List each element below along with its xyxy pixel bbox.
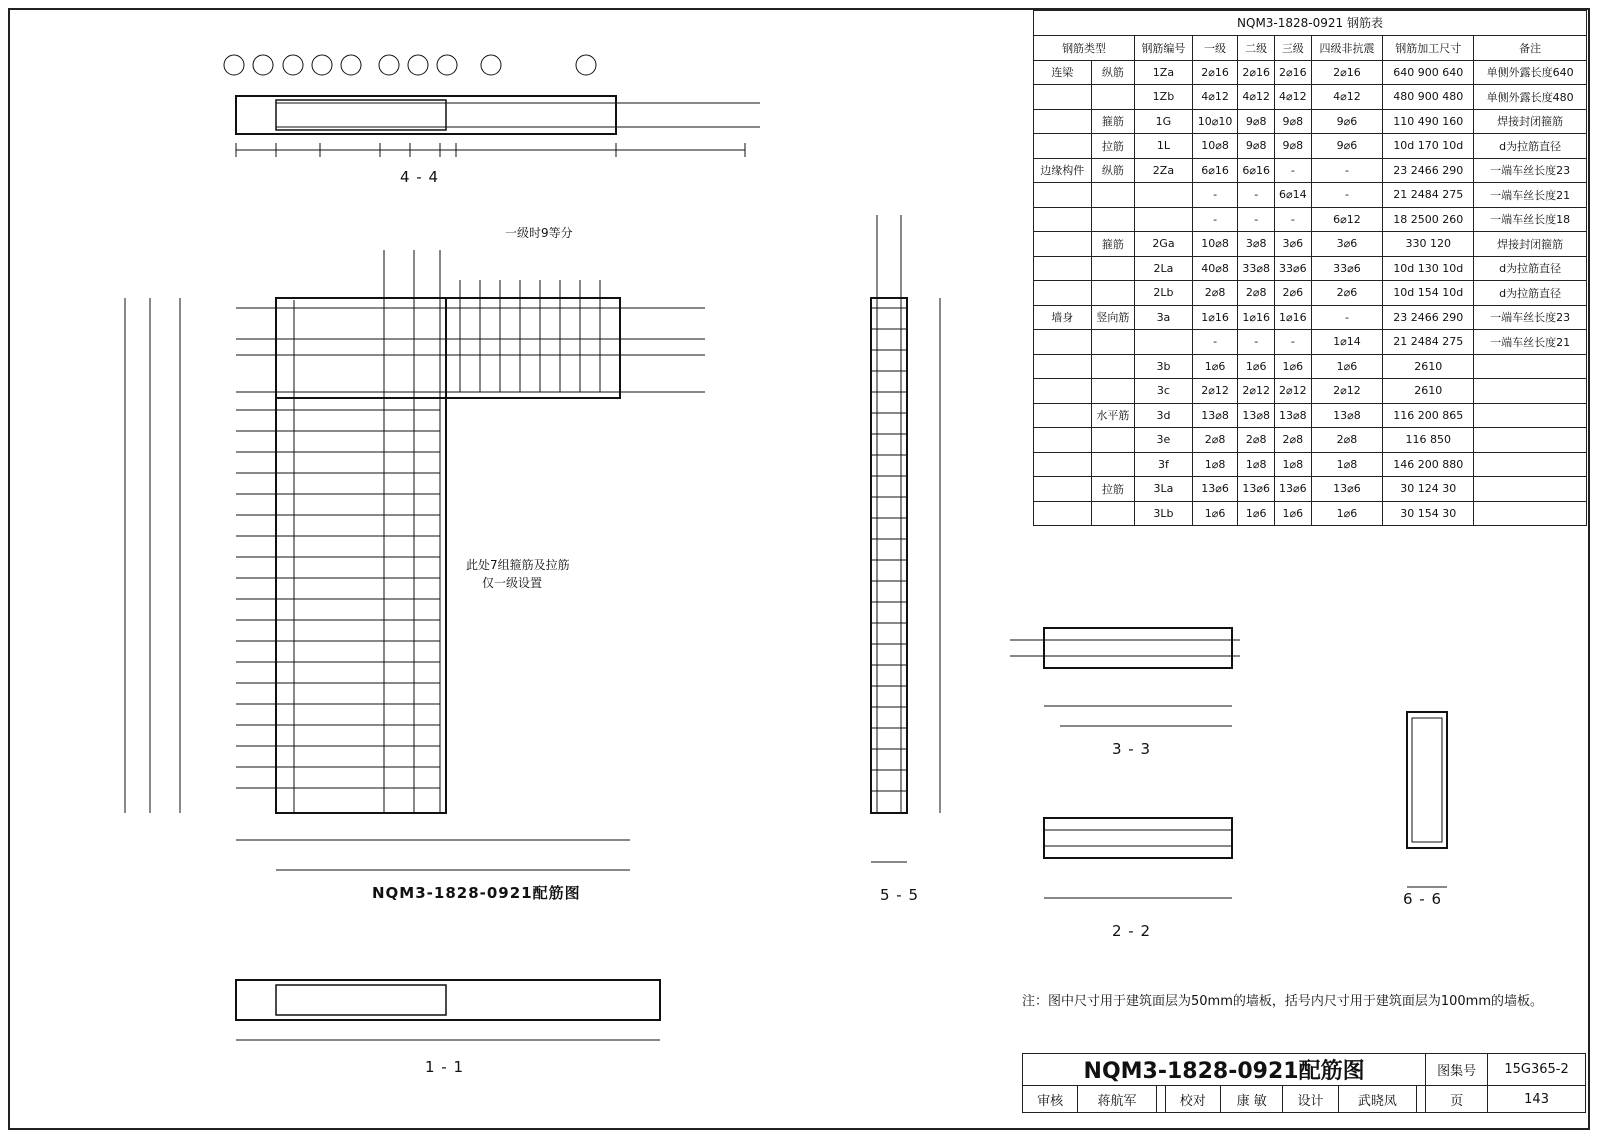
section-1-1 bbox=[236, 980, 660, 1040]
schedule-row bbox=[1034, 134, 1587, 159]
schedule-cell: 146 200 880 bbox=[1383, 452, 1474, 477]
schedule-cell: d为拉筋直径 bbox=[1474, 281, 1587, 306]
schedule-cell: 30 154 30 bbox=[1383, 501, 1474, 526]
schedule-cell: - bbox=[1192, 207, 1238, 232]
schedule-cell: 1⌀14 bbox=[1311, 330, 1383, 355]
schedule-cell: 2⌀12 bbox=[1192, 379, 1238, 404]
reviewer-name: 蒋航军 bbox=[1078, 1086, 1156, 1113]
section-5-5 bbox=[871, 215, 940, 862]
schedule-cell: 9⌀8 bbox=[1238, 109, 1275, 134]
title-block bbox=[1022, 1053, 1586, 1113]
note-main-a: 此处7组箍筋及拉筋 bbox=[466, 558, 570, 572]
schedule-cell: - bbox=[1238, 207, 1275, 232]
schedule-cell bbox=[1034, 85, 1092, 110]
schedule-cell: 单侧外露长度640 bbox=[1474, 60, 1587, 85]
schedule-cell: 2⌀16 bbox=[1238, 60, 1275, 85]
schedule-cell: 480 900 480 bbox=[1383, 85, 1474, 110]
schedule-cell: - bbox=[1192, 330, 1238, 355]
schedule-cell bbox=[1474, 379, 1587, 404]
schedule-cell bbox=[1034, 403, 1092, 428]
schedule-cell: 10⌀8 bbox=[1192, 134, 1238, 159]
schedule-cell: 21 2484 275 bbox=[1383, 183, 1474, 208]
note-main-b: 仅一级设置 bbox=[482, 576, 543, 590]
drawing-note: 注：图中尺寸用于建筑面层为50mm的墙板，括号内尺寸用于建筑面层为100mm的墙板。 bbox=[1022, 994, 1544, 1009]
schedule-cell: 6⌀14 bbox=[1275, 183, 1312, 208]
schedule-header-cell: 钢筋编号 bbox=[1135, 36, 1193, 61]
section-title-5-5: 5 - 5 bbox=[880, 886, 920, 904]
section-title-3-3: 3 - 3 bbox=[1112, 740, 1152, 758]
schedule-cell: 3a bbox=[1135, 305, 1193, 330]
schedule-cell bbox=[1034, 134, 1092, 159]
callouts-4-4 bbox=[224, 55, 596, 75]
schedule-row bbox=[1034, 232, 1587, 257]
schedule-header-cell: 三级 bbox=[1275, 36, 1312, 61]
atlas-label: 图集号 bbox=[1426, 1054, 1488, 1086]
schedule-cell: 2⌀12 bbox=[1275, 379, 1312, 404]
schedule-cell bbox=[1135, 330, 1193, 355]
schedule-cell bbox=[1474, 501, 1587, 526]
schedule-cell: 3f bbox=[1135, 452, 1193, 477]
schedule-cell: 6⌀12 bbox=[1311, 207, 1383, 232]
schedule-cell: 拉筋 bbox=[1091, 477, 1135, 502]
schedule-cell bbox=[1034, 207, 1092, 232]
schedule-row bbox=[1034, 183, 1587, 208]
schedule-cell bbox=[1034, 183, 1092, 208]
schedule-cell: 2Ga bbox=[1135, 232, 1193, 257]
schedule-cell: 2⌀6 bbox=[1311, 281, 1383, 306]
schedule-cell bbox=[1091, 85, 1135, 110]
schedule-cell: 33⌀6 bbox=[1311, 256, 1383, 281]
section-6-6 bbox=[1407, 712, 1447, 887]
schedule-row bbox=[1034, 256, 1587, 281]
schedule-row bbox=[1034, 379, 1587, 404]
schedule-cell bbox=[1474, 452, 1587, 477]
schedule-cell: 110 490 160 bbox=[1383, 109, 1474, 134]
schedule-cell: 4⌀12 bbox=[1238, 85, 1275, 110]
schedule-cell: 3Lb bbox=[1135, 501, 1193, 526]
checker-name: 康 敏 bbox=[1220, 1086, 1283, 1113]
schedule-cell bbox=[1091, 281, 1135, 306]
schedule-cell: 一端车丝长度23 bbox=[1474, 305, 1587, 330]
schedule-cell: 拉筋 bbox=[1091, 134, 1135, 159]
schedule-cell: 1⌀6 bbox=[1275, 501, 1312, 526]
schedule-header-cell: 一级 bbox=[1192, 36, 1238, 61]
schedule-cell bbox=[1034, 452, 1092, 477]
schedule-cell: - bbox=[1311, 305, 1383, 330]
schedule-cell bbox=[1034, 232, 1092, 257]
schedule-cell: 10d 170 10d bbox=[1383, 134, 1474, 159]
schedule-cell: 3d bbox=[1135, 403, 1193, 428]
schedule-cell: 1⌀6 bbox=[1192, 501, 1238, 526]
schedule-cell bbox=[1034, 501, 1092, 526]
schedule-cell: 6⌀16 bbox=[1192, 158, 1238, 183]
schedule-cell bbox=[1091, 330, 1135, 355]
schedule-cell: 箍筋 bbox=[1091, 109, 1135, 134]
schedule-row bbox=[1034, 477, 1587, 502]
schedule-cell: 2⌀8 bbox=[1192, 281, 1238, 306]
schedule-cell: 一端车丝长度21 bbox=[1474, 183, 1587, 208]
schedule-cell: 1⌀6 bbox=[1275, 354, 1312, 379]
schedule-cell: 墙身 bbox=[1034, 305, 1092, 330]
schedule-cell: 3⌀6 bbox=[1275, 232, 1312, 257]
schedule-cell bbox=[1091, 183, 1135, 208]
schedule-cell: 13⌀8 bbox=[1275, 403, 1312, 428]
schedule-header-cell: 四级非抗震 bbox=[1311, 36, 1383, 61]
rebar-schedule-table bbox=[1033, 10, 1587, 526]
schedule-cell: 1⌀6 bbox=[1192, 354, 1238, 379]
schedule-cell bbox=[1034, 330, 1092, 355]
schedule-header-cell: 二级 bbox=[1238, 36, 1275, 61]
schedule-cell bbox=[1135, 207, 1193, 232]
schedule-cell: 2⌀8 bbox=[1238, 428, 1275, 453]
schedule-cell: 330 120 bbox=[1383, 232, 1474, 257]
schedule-cell: 1⌀16 bbox=[1192, 305, 1238, 330]
schedule-cell: 纵筋 bbox=[1091, 60, 1135, 85]
schedule-cell: 单侧外露长度480 bbox=[1474, 85, 1587, 110]
schedule-cell: 2⌀8 bbox=[1311, 428, 1383, 453]
section-4-4 bbox=[236, 96, 760, 157]
schedule-cell: 连梁 bbox=[1034, 60, 1092, 85]
schedule-header-row bbox=[1034, 36, 1587, 61]
schedule-cell: - bbox=[1238, 183, 1275, 208]
schedule-cell: 1⌀6 bbox=[1238, 501, 1275, 526]
schedule-cell bbox=[1034, 109, 1092, 134]
schedule-row bbox=[1034, 428, 1587, 453]
schedule-cell: 一端车丝长度21 bbox=[1474, 330, 1587, 355]
schedule-cell: 13⌀8 bbox=[1311, 403, 1383, 428]
schedule-cell: 13⌀6 bbox=[1192, 477, 1238, 502]
schedule-row bbox=[1034, 60, 1587, 85]
schedule-cell: 水平筋 bbox=[1091, 403, 1135, 428]
schedule-cell bbox=[1034, 428, 1092, 453]
page-label: 页 bbox=[1426, 1086, 1488, 1113]
schedule-cell: - bbox=[1238, 330, 1275, 355]
schedule-row bbox=[1034, 354, 1587, 379]
schedule-cell: 箍筋 bbox=[1091, 232, 1135, 257]
schedule-cell: 焊接封闭箍筋 bbox=[1474, 232, 1587, 257]
schedule-cell bbox=[1474, 428, 1587, 453]
schedule-cell bbox=[1091, 256, 1135, 281]
schedule-cell bbox=[1034, 256, 1092, 281]
schedule-cell bbox=[1034, 281, 1092, 306]
schedule-cell: - bbox=[1192, 183, 1238, 208]
schedule-cell: 640 900 640 bbox=[1383, 60, 1474, 85]
schedule-cell bbox=[1091, 428, 1135, 453]
schedule-cell: 21 2484 275 bbox=[1383, 330, 1474, 355]
schedule-cell: 2Za bbox=[1135, 158, 1193, 183]
schedule-cell: 4⌀12 bbox=[1311, 85, 1383, 110]
review-label: 审核 bbox=[1023, 1086, 1078, 1113]
schedule-cell: 焊接封闭箍筋 bbox=[1474, 109, 1587, 134]
schedule-cell: 1L bbox=[1135, 134, 1193, 159]
schedule-cell: 13⌀8 bbox=[1238, 403, 1275, 428]
schedule-cell bbox=[1474, 403, 1587, 428]
schedule-row bbox=[1034, 403, 1587, 428]
schedule-cell: 13⌀6 bbox=[1311, 477, 1383, 502]
schedule-cell: 2La bbox=[1135, 256, 1193, 281]
schedule-cell: 9⌀6 bbox=[1311, 134, 1383, 159]
schedule-cell: 10⌀8 bbox=[1192, 232, 1238, 257]
schedule-cell: 2⌀12 bbox=[1311, 379, 1383, 404]
schedule-cell: 4⌀12 bbox=[1192, 85, 1238, 110]
schedule-cell: 2⌀8 bbox=[1238, 281, 1275, 306]
schedule-cell: 1⌀6 bbox=[1238, 354, 1275, 379]
schedule-cell: 3c bbox=[1135, 379, 1193, 404]
schedule-cell: 9⌀8 bbox=[1275, 109, 1312, 134]
schedule-row bbox=[1034, 281, 1587, 306]
schedule-cell bbox=[1474, 354, 1587, 379]
schedule-cell: 1Za bbox=[1135, 60, 1193, 85]
schedule-caption: NQM3-1828-0921 钢筋表 bbox=[1033, 10, 1587, 35]
schedule-cell: - bbox=[1275, 330, 1312, 355]
schedule-cell bbox=[1135, 183, 1193, 208]
section-title-1-1: 1 - 1 bbox=[425, 1058, 465, 1076]
schedule-cell: 1⌀8 bbox=[1275, 452, 1312, 477]
schedule-cell: 2⌀8 bbox=[1275, 428, 1312, 453]
schedule-cell bbox=[1091, 452, 1135, 477]
schedule-cell bbox=[1091, 207, 1135, 232]
section-title-2-2: 2 - 2 bbox=[1112, 922, 1152, 940]
schedule-cell: 40⌀8 bbox=[1192, 256, 1238, 281]
schedule-cell: 1⌀8 bbox=[1311, 452, 1383, 477]
schedule-cell: 1Zb bbox=[1135, 85, 1193, 110]
schedule-cell: 一端车丝长度23 bbox=[1474, 158, 1587, 183]
schedule-row bbox=[1034, 207, 1587, 232]
schedule-cell: 3b bbox=[1135, 354, 1193, 379]
schedule-cell: 9⌀8 bbox=[1275, 134, 1312, 159]
check-label: 校对 bbox=[1165, 1086, 1220, 1113]
schedule-cell bbox=[1034, 354, 1092, 379]
schedule-cell: 13⌀6 bbox=[1275, 477, 1312, 502]
schedule-cell: 10d 154 10d bbox=[1383, 281, 1474, 306]
schedule-cell: 18 2500 260 bbox=[1383, 207, 1474, 232]
schedule-cell: 2610 bbox=[1383, 354, 1474, 379]
schedule-cell: 2⌀16 bbox=[1192, 60, 1238, 85]
schedule-cell: 2⌀8 bbox=[1192, 428, 1238, 453]
schedule-row bbox=[1034, 501, 1587, 526]
schedule-row bbox=[1034, 330, 1587, 355]
schedule-cell: 9⌀6 bbox=[1311, 109, 1383, 134]
schedule-cell bbox=[1091, 501, 1135, 526]
schedule-cell: 13⌀6 bbox=[1238, 477, 1275, 502]
schedule-row bbox=[1034, 305, 1587, 330]
schedule-cell: 23 2466 290 bbox=[1383, 158, 1474, 183]
schedule-cell: - bbox=[1275, 158, 1312, 183]
schedule-cell: d为拉筋直径 bbox=[1474, 134, 1587, 159]
schedule-cell: 10⌀10 bbox=[1192, 109, 1238, 134]
schedule-cell: 116 200 865 bbox=[1383, 403, 1474, 428]
schedule-cell: 4⌀12 bbox=[1275, 85, 1312, 110]
schedule-header-cell: 钢筋加工尺寸 bbox=[1383, 36, 1474, 61]
schedule-cell: 纵筋 bbox=[1091, 158, 1135, 183]
schedule-cell: 33⌀6 bbox=[1275, 256, 1312, 281]
schedule-cell: 10d 130 10d bbox=[1383, 256, 1474, 281]
schedule-cell: 1⌀8 bbox=[1238, 452, 1275, 477]
schedule-cell bbox=[1474, 477, 1587, 502]
schedule-cell: - bbox=[1275, 207, 1312, 232]
section-title-6-6: 6 - 6 bbox=[1403, 890, 1443, 908]
design-label: 设计 bbox=[1283, 1086, 1338, 1113]
schedule-cell: 23 2466 290 bbox=[1383, 305, 1474, 330]
designer-signature bbox=[1417, 1086, 1426, 1113]
designer-name: 武晓凤 bbox=[1338, 1086, 1416, 1113]
schedule-cell bbox=[1091, 354, 1135, 379]
schedule-cell: 3⌀6 bbox=[1311, 232, 1383, 257]
schedule-cell: 6⌀16 bbox=[1238, 158, 1275, 183]
schedule-cell: 13⌀8 bbox=[1192, 403, 1238, 428]
schedule-cell: 2⌀12 bbox=[1238, 379, 1275, 404]
schedule-cell: 2Lb bbox=[1135, 281, 1193, 306]
schedule-cell: 9⌀8 bbox=[1238, 134, 1275, 159]
schedule-cell: 竖向筋 bbox=[1091, 305, 1135, 330]
schedule-cell: 30 124 30 bbox=[1383, 477, 1474, 502]
note-grade: 一级时9等分 bbox=[505, 226, 573, 240]
schedule-row bbox=[1034, 85, 1587, 110]
schedule-cell bbox=[1034, 477, 1092, 502]
schedule-cell bbox=[1091, 379, 1135, 404]
schedule-cell: - bbox=[1311, 183, 1383, 208]
schedule-cell: 1G bbox=[1135, 109, 1193, 134]
section-2-2 bbox=[1044, 818, 1232, 898]
schedule-cell: 2⌀16 bbox=[1311, 60, 1383, 85]
schedule-header-cell: 钢筋类型 bbox=[1034, 36, 1135, 61]
schedule-cell: 1⌀6 bbox=[1311, 501, 1383, 526]
schedule-cell: 3⌀8 bbox=[1238, 232, 1275, 257]
reviewer-signature bbox=[1156, 1086, 1165, 1113]
schedule-row bbox=[1034, 109, 1587, 134]
schedule-row bbox=[1034, 452, 1587, 477]
schedule-cell: 2⌀6 bbox=[1275, 281, 1312, 306]
schedule-cell: 116 850 bbox=[1383, 428, 1474, 453]
schedule-cell: d为拉筋直径 bbox=[1474, 256, 1587, 281]
schedule-cell: 2610 bbox=[1383, 379, 1474, 404]
schedule-cell: 1⌀16 bbox=[1275, 305, 1312, 330]
schedule-cell: 33⌀8 bbox=[1238, 256, 1275, 281]
schedule-cell: 1⌀6 bbox=[1311, 354, 1383, 379]
main-view-title: NQM3-1828-0921配筋图 bbox=[372, 884, 581, 902]
section-title-4-4: 4 - 4 bbox=[400, 168, 440, 186]
schedule-cell: 1⌀8 bbox=[1192, 452, 1238, 477]
schedule-header-cell: 备注 bbox=[1474, 36, 1587, 61]
schedule-cell: 2⌀16 bbox=[1275, 60, 1312, 85]
title-block-drawing-title: NQM3-1828-0921配筋图 bbox=[1023, 1054, 1426, 1086]
section-3-3 bbox=[1010, 628, 1240, 726]
page-number: 143 bbox=[1488, 1086, 1586, 1113]
schedule-cell: 3e bbox=[1135, 428, 1193, 453]
main-elevation bbox=[125, 250, 705, 870]
schedule-cell: 边缘构件 bbox=[1034, 158, 1092, 183]
schedule-cell: 3La bbox=[1135, 477, 1193, 502]
schedule-cell bbox=[1034, 379, 1092, 404]
atlas-number: 15G365-2 bbox=[1488, 1054, 1586, 1086]
schedule-cell: 1⌀16 bbox=[1238, 305, 1275, 330]
schedule-cell: 一端车丝长度18 bbox=[1474, 207, 1587, 232]
schedule-cell: - bbox=[1311, 158, 1383, 183]
schedule-row bbox=[1034, 158, 1587, 183]
